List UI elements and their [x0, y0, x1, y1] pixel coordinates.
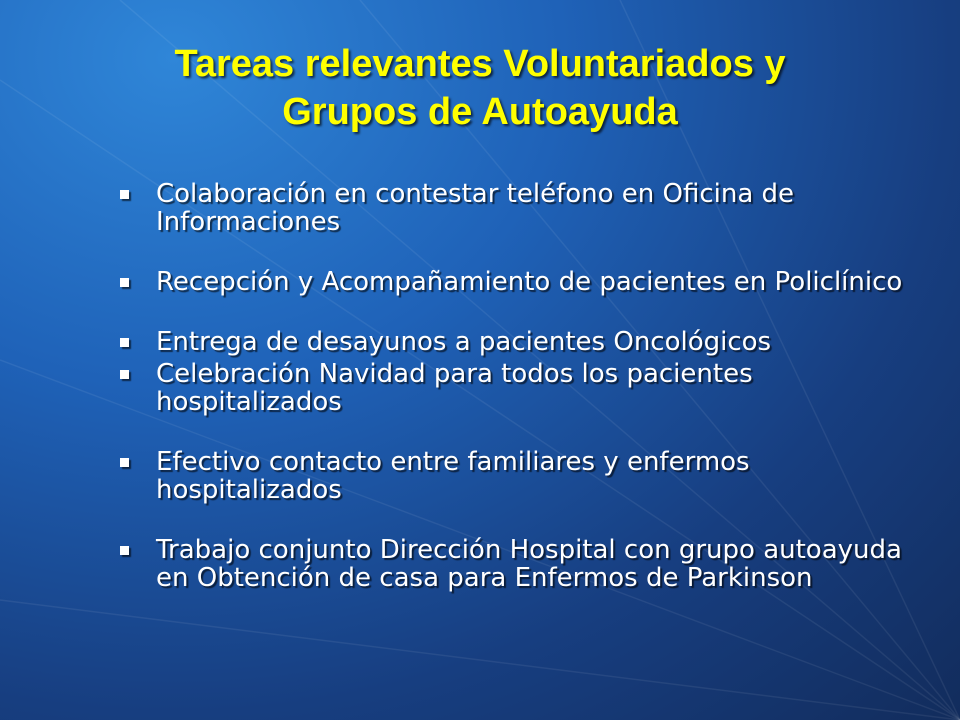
bullet-list [118, 180, 928, 592]
bullet-item [118, 360, 928, 416]
square-bullet-icon [120, 370, 129, 379]
bullet-text: Recepción y Acompañamiento de pacientes en Policlínico [156, 267, 903, 297]
slide-title [40, 40, 920, 136]
bullet-item [118, 536, 928, 592]
square-bullet-icon [120, 190, 129, 199]
square-bullet-icon [120, 458, 129, 467]
square-bullet-icon [120, 546, 129, 555]
bullet-item [118, 268, 928, 296]
bullet-text: Colaboración en contestar teléfono en Oficina de Informaciones [156, 179, 795, 237]
bullet-item [118, 448, 928, 504]
slide-title-line-1: Tareas relevantes Voluntariados y [174, 43, 786, 85]
square-bullet-icon [120, 278, 129, 287]
bullet-item [118, 328, 928, 356]
bullet-text: Entrega de desayunos a pacientes Oncológicos [156, 327, 772, 357]
bullet-text: Celebración Navidad para todos los pacientes hospitalizados [156, 359, 753, 417]
bullet-item [118, 180, 928, 236]
slide-title-line-2: Grupos de Autoayuda [282, 91, 678, 133]
bullet-text: Trabajo conjunto Dirección Hospital con grupo autoayuda en Obtención de casa para Enfermos de Parkinson [156, 535, 902, 593]
bullet-text: Efectivo contacto entre familiares y enfermos hospitalizados [156, 447, 750, 505]
square-bullet-icon [120, 338, 129, 347]
